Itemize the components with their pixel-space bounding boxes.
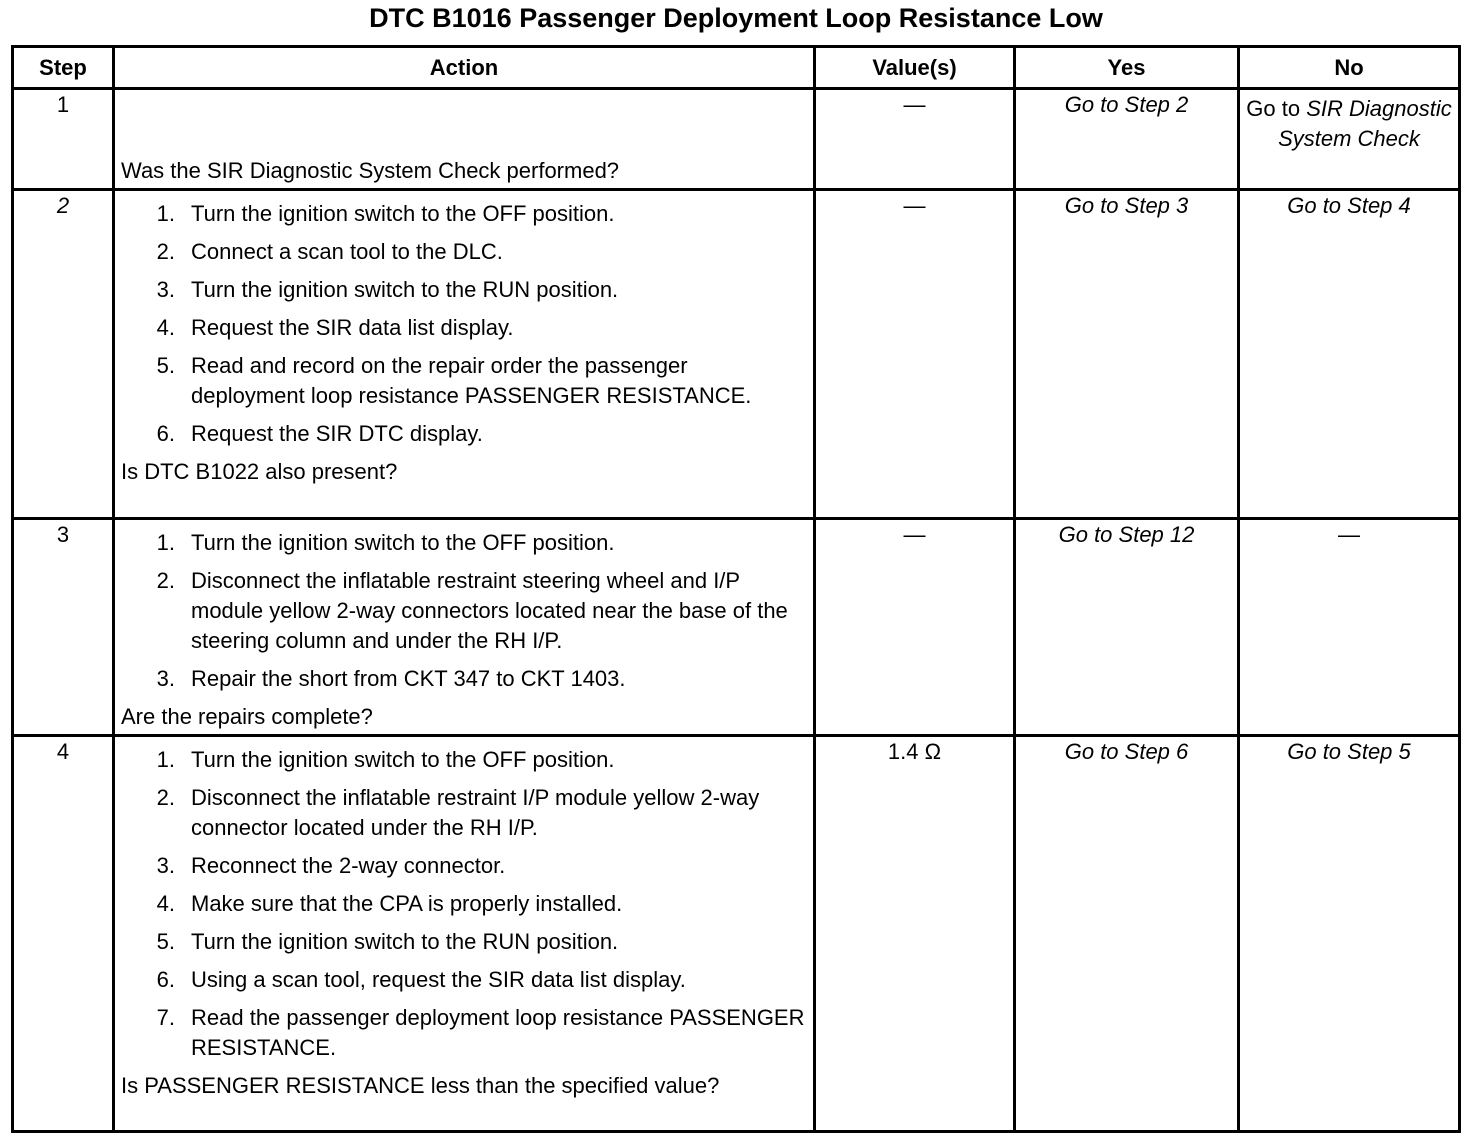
procedure-item: 4. Request the SIR data list display.	[156, 315, 514, 340]
value-cell: 1.4 Ω	[815, 736, 1015, 1132]
no-link[interactable]	[1239, 89, 1460, 190]
procedure-item: 1. Turn the ignition switch to the OFF position.	[156, 201, 615, 226]
step-number: 4	[13, 736, 114, 1132]
yes-link[interactable]: Go to Step 6	[1015, 736, 1239, 1132]
action-cell	[114, 519, 815, 736]
question-text: Is DTC B1022 also present?	[121, 459, 398, 484]
header-yes: Yes	[1015, 47, 1239, 89]
procedure-list	[121, 745, 805, 1063]
table-row	[13, 89, 1460, 190]
step-number: 3	[13, 519, 114, 736]
table-row	[13, 736, 1460, 1132]
value-cell: —	[815, 519, 1015, 736]
no-link-target[interactable]: SIR Diagnostic System Check	[1278, 96, 1452, 151]
procedure-item: 3. Repair the short from CKT 347 to CKT 1403.	[156, 666, 626, 691]
step-number: 2	[13, 190, 114, 519]
action-cell	[114, 89, 815, 190]
procedure-item: 1. Turn the ignition switch to the OFF position.	[156, 530, 615, 555]
header-no: No	[1239, 47, 1460, 89]
procedure-item: 4. Make sure that the CPA is properly installed.	[156, 891, 623, 916]
procedure-item: 3. Turn the ignition switch to the RUN position.	[156, 277, 619, 302]
table-header-row	[13, 47, 1460, 89]
procedure-item: 5. Turn the ignition switch to the RUN position.	[156, 929, 619, 954]
action-cell	[114, 190, 815, 519]
diagnostic-table	[11, 45, 1461, 1133]
yes-link[interactable]: Go to Step 12	[1015, 519, 1239, 736]
no-link[interactable]: Go to Step 4	[1239, 190, 1460, 519]
question-text: Is PASSENGER RESISTANCE less than the specified value?	[121, 1073, 720, 1098]
procedure-item: 6. Using a scan tool, request the SIR data list display.	[156, 967, 686, 992]
header-action: Action	[114, 47, 815, 89]
yes-link[interactable]: Go to Step 2	[1015, 89, 1239, 190]
procedure-list	[121, 528, 805, 694]
table-row	[13, 519, 1460, 736]
action-cell	[114, 736, 815, 1132]
procedure-list	[121, 199, 805, 449]
value-cell: —	[815, 89, 1015, 190]
procedure-item: 1. Turn the ignition switch to the OFF position.	[156, 747, 615, 772]
table-row	[13, 190, 1460, 519]
question-text: Are the repairs complete?	[121, 704, 373, 729]
value-cell: —	[815, 190, 1015, 519]
step-number: 1	[13, 89, 114, 190]
procedure-item: 5. Read and record on the repair order the passenger deployment loop resistance PASSENGER RESISTANCE.	[156, 353, 752, 408]
procedure-item: 2. Disconnect the inflatable restraint steering wheel and I/P module yellow 2-way connectors located near the base of the steering column and under the RH I/P.	[156, 568, 788, 653]
procedure-item: 2. Connect a scan tool to the DLC.	[156, 239, 503, 264]
procedure-item: 3. Reconnect the 2-way connector.	[156, 853, 506, 878]
no-link[interactable]: Go to Step 5	[1239, 736, 1460, 1132]
procedure-item: 2. Disconnect the inflatable restraint I/P module yellow 2-way connector located under the RH I/P.	[156, 785, 760, 840]
question-text: Was the SIR Diagnostic System Check performed?	[121, 158, 620, 183]
no-link-prefix: Go to	[1246, 96, 1301, 121]
header-values: Value(s)	[815, 47, 1015, 89]
header-step: Step	[13, 47, 114, 89]
no-value: —	[1239, 519, 1460, 736]
procedure-item: 7. Read the passenger deployment loop resistance PASSENGER RESISTANCE.	[156, 1005, 805, 1060]
page-title: DTC B1016 Passenger Deployment Loop Resistance Low	[369, 3, 1103, 33]
procedure-item: 6. Request the SIR DTC display.	[156, 421, 483, 446]
yes-link[interactable]: Go to Step 3	[1015, 190, 1239, 519]
